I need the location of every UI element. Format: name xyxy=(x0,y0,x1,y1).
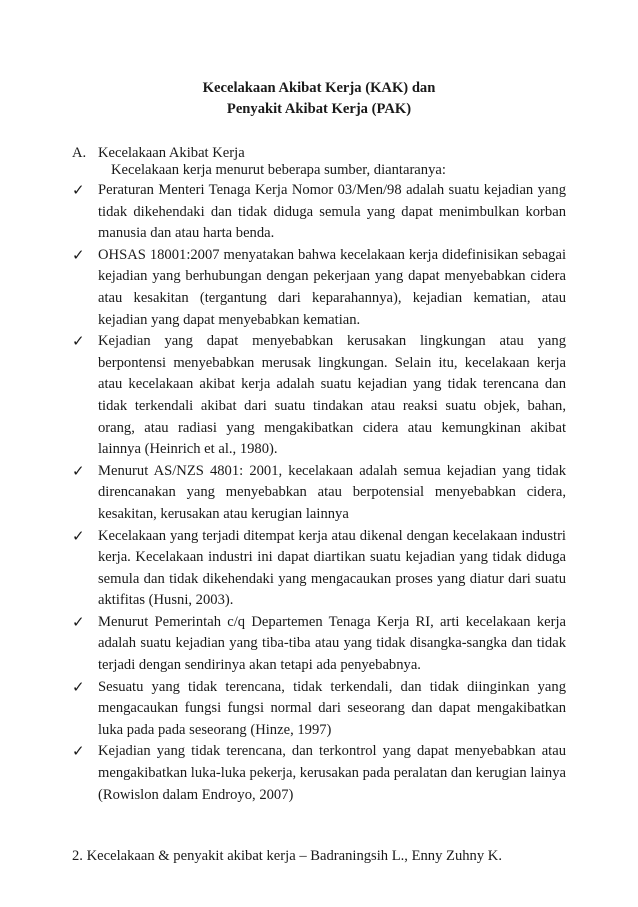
list-item xyxy=(72,526,566,612)
list-item-text: Peraturan Menteri Tenaga Kerja Nomor 03/Men/98 adalah suatu kejadian yang tidak dikehendaki dan tidak diduga semula yang dapat menimbulkan korban manusia dan atau harta benda. xyxy=(98,182,566,242)
title-line-2: Penyakit Akibat Kerja (PAK) xyxy=(226,101,412,117)
list-item xyxy=(72,180,566,245)
list-item xyxy=(72,677,566,742)
checkmark-icon: ✓ xyxy=(72,612,85,631)
list-item-text: Kejadian yang dapat menyebabkan kerusakan lingkungan atau yang berpontensi menyebabkan merusak lingkungan. Selain itu, kecelakaan kerja atau kecelakaan akibat kerja adalah suatu kejadian yang tidak terencana dan tidak terkendali akibat dari suatu tindakan atau reaksi suatu objek, bahan, orang, atau radiasi yang mengakibatkan cidera atau kemungkinan akibat lainnya (Heinrich et al., 1980). xyxy=(98,333,566,458)
list-item-text: Sesuatu yang tidak terencana, tidak terkendali, dan tidak diinginkan yang mengacaukan fungsi fungsi normal dari seseorang dan dapat mengakibatkan luka pada pada seseorang (Hinze, 1997) xyxy=(98,678,566,738)
page-title xyxy=(0,78,638,120)
intro-text: Kecelakaan kerja menurut beberapa sumber, diantaranya: xyxy=(111,162,446,178)
checkmark-icon: ✓ xyxy=(72,245,85,264)
title-line-1: Kecelakaan Akibat Kerja (KAK) dan xyxy=(202,80,436,96)
section-letter: A. xyxy=(72,145,87,161)
list-item-text: Kecelakaan yang terjadi ditempat kerja atau dikenal dengan kecelakaan industri kerja. Kecelakaan industri ini dapat diartikan suatu kejadian yang tidak diduga semula dan tidak dikehendaki yang mengacaukan proses yang diatur dari suatu aktifitas (Husni, 2003). xyxy=(98,527,566,609)
checkmark-icon: ✓ xyxy=(72,526,85,545)
list-item-text: Menurut AS/NZS 4801: 2001, kecelakaan adalah semua kejadian yang tidak direncanakan yang menyebabkan atau berpotensial menyebabkan cidera, kesakitan, kerusakan atau kerugian lainnya xyxy=(98,462,566,522)
checkmark-icon: ✓ xyxy=(72,332,85,351)
checkmark-icon: ✓ xyxy=(72,461,85,480)
checkmark-icon: ✓ xyxy=(72,742,85,761)
list-item xyxy=(72,612,566,677)
list-item-text: Kejadian yang tidak terencana, dan terkontrol yang dapat menyebabkan atau mengakibatkan luka-luka pekerja, kerusakan pada peralatan dan kerugian lainya (Rowislon dalam Endroyo, 2007) xyxy=(98,743,567,803)
page-footer: 2. Kecelakaan & penyakit akibat kerja – Badraningsih L., Enny Zuhny K. xyxy=(72,848,502,864)
checkmark-icon: ✓ xyxy=(72,181,85,199)
list-item xyxy=(72,741,566,806)
list-item xyxy=(72,331,566,461)
list-item-text: Menurut Pemerintah c/q Departemen Tenaga Kerja RI, arti kecelakaan kerja adalah suatu kejadian yang tiba-tiba atau yang tidak disangka-sangka dan tidak terjadi dengan sendirinya akan tetapi ada penyebabnya. xyxy=(98,613,566,674)
list-item xyxy=(72,245,566,331)
checkmark-icon: ✓ xyxy=(72,677,85,696)
list-item xyxy=(72,461,566,526)
definition-list xyxy=(72,180,566,806)
list-item-text: OHSAS 18001:2007 menyatakan bahwa kecelakaan kerja didefinisikan sebagai kejadian yang berhubungan dengan pekerjaan yang dapat menyebabkan cidera atau kesakitan (tergantung dari keparahannya), kejadian kematian, atau kejadian yang dapat menyebabkan kematian. xyxy=(98,246,566,328)
section-title: Kecelakaan Akibat Kerja xyxy=(98,145,245,161)
